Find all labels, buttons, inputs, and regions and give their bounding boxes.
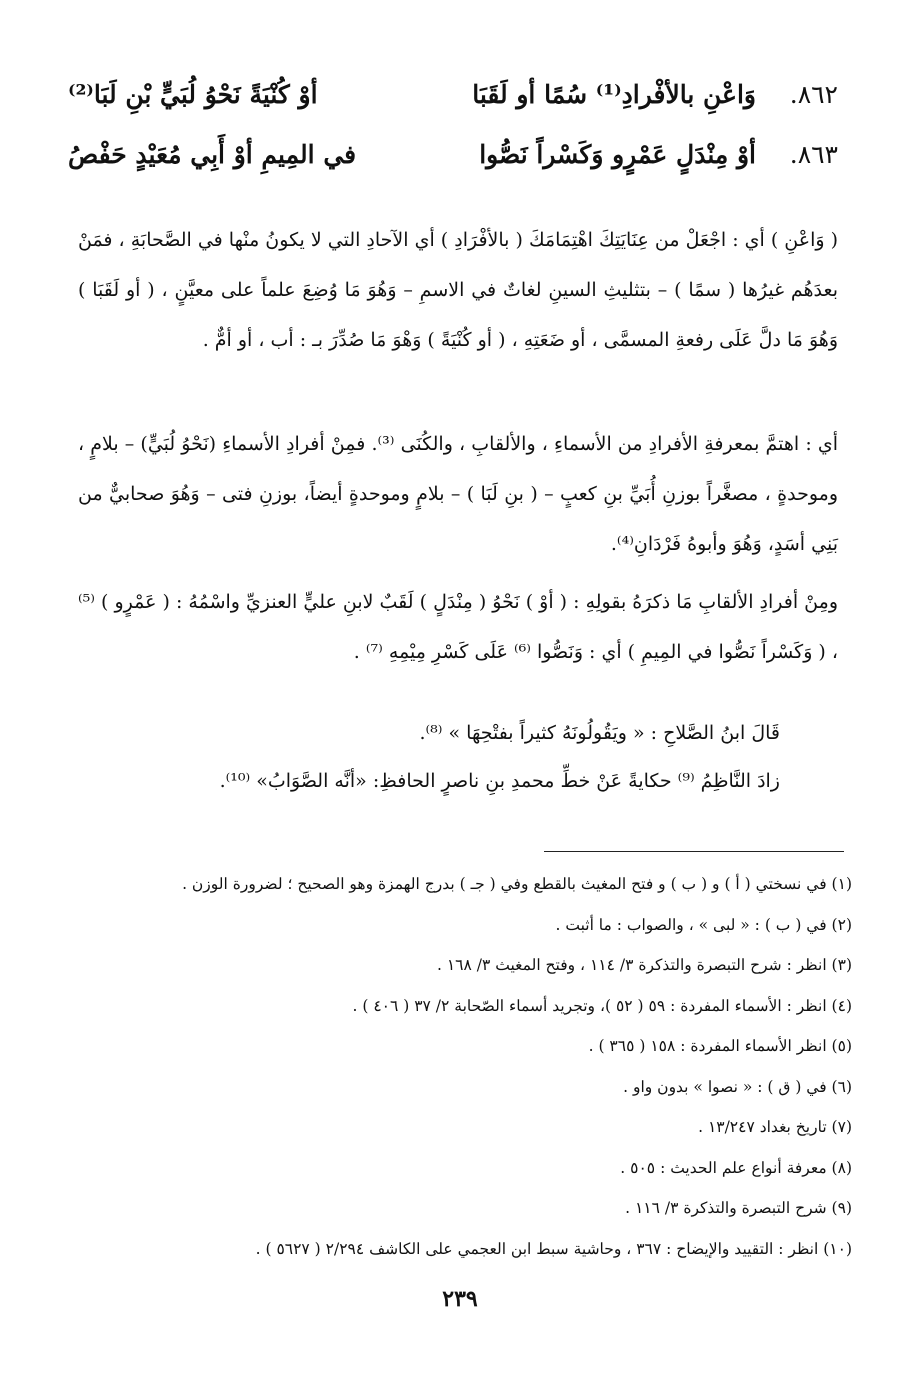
footnote-item: (١٠) انظر : التقييد والإيضاح : ٣٦٧ ، وحاشية سبط ابن العجمي على الكاشف ٢/٢٩٤ ( ٥٦٢٧ ) .	[255, 1239, 852, 1258]
footnote-item: (٤) انظر : الأسماء المفردة : ٥٩ ( ٥٢ )، وتجريد أسماء الصّحابة ٢/ ٣٧ ( ٤٠٦ ) .	[352, 996, 852, 1015]
footnote-item: (٨) معرفة أنواع علم الحديث : ٥٠٥ .	[620, 1158, 852, 1177]
verse-863	[68, 140, 838, 192]
commentary-paragraph: ( وَاعْنِ ) أي : اجْعَلْ من عِنَايَتِكَ اهْتِمَامَكَ ( بالأفْرَادِ ) أي الآحادِ التي لا يكونُ منْها في الصَّحابَةِ ، فمَنْ بعدَهُم غيرُها ( سمًا ) – بتثليثِ السينِ لغاتٌ في الاسمِ – وَهُوَ مَا وُضِعَ علماً على معيَّنٍ ، ( أو لَقَبَا ) وَهُوَ مَا دلَّ عَلَى رفعةِ المسمَّى ، أو ضَعَتِهِ ، ( أو كُنْيَةً ) وَهْوَ مَا صُدِّرَ بـ : أب ، أو أمٌّ .	[77, 229, 838, 351]
page-number: ٢٣٩	[442, 1286, 478, 1312]
commentary-paragraph: أي : اهتمَّ بمعرفةِ الأفرادِ من الأسماءِ ، والألقابِ ، والكُنَى ⁽³⁾. فمِنْ أفرادِ الأسماءِ (نَحْوُ لُبَيٍّ) – بلامٍ ، وموحدةٍ ، مصغَّراً بوزنِ أُبَيِّ بنِ كعبٍ – ( بنِ لَبَا ) – بلامٍ وموحدةٍ أيضاً، بوزنِ فتى – وَهُوَ صحابيٌّ من بَنِي أسَدٍ، وَهُوَ وأبوهُ فَرْدَانِ⁽⁴⁾.	[78, 433, 839, 555]
verse-hemistich-first: وَاعْنِ بالأفْرادِ⁽¹⁾ سُمًا أو لَقَبَا	[472, 80, 756, 109]
verse-number: ٨٦٢.	[789, 80, 838, 109]
quote-line: زادَ النَّاظِمُ ⁽⁹⁾ حكايةً عَنْ خطِّ محمدِ بنِ ناصرٍ الحافظِ: «أنَّه الصَّوَابُ» ⁽¹⁰⁾.	[219, 770, 780, 792]
verse-hemistich-second: أوْ كُنْيَةً نَحْوُ لُبَيٍّ بْنِ لَبَا⁽²⁾	[68, 80, 318, 109]
footnote-divider	[544, 851, 844, 852]
footnote-item: (١) في نسختي ( أ ) و ( ب ) و فتح المغيث بالقطع وفي ( جـ ) بدرج الهمزة وهو الصحيح ؛ لضرورة الوزن .	[182, 875, 852, 893]
footnote-item: (٥) انظر الأسماء المفردة : ١٥٨ ( ٣٦٥ ) .	[588, 1037, 852, 1055]
footnote-item: (٩) شرح التبصرة والتذكرة ٣/ ١١٦ .	[625, 1199, 852, 1217]
footnote-item: (٦) في ( ق ) : « نصوا » بدون واو .	[623, 1077, 852, 1096]
footnote-item: (٧) تاريخ بغداد ١٣/٢٤٧ .	[698, 1118, 852, 1136]
verse-hemistich-first: أوْ مِنْدَلٍ عَمْرٍو وَكَسْراً نَصُّوا	[479, 140, 756, 169]
footnote-item: (٢) في ( ب ) : « لبى » ، والصواب : ما أثبت .	[555, 915, 852, 934]
verse-862	[68, 80, 838, 132]
commentary-paragraph: ومِنْ أفرادِ الألقابِ مَا ذكرَهُ بقولِهِ : ( أوْ ) نَحْوُ ( مِنْدَلٍ ) لَقَبٌ لابنِ عليٍّ العنزيِّ واسْمُهُ : ( عَمْرٍو ) ⁽⁵⁾ ، ( وَكَسْراً نَصُّوا في المِيمِ ) أي : وَنَصُّوا ⁽⁶⁾ عَلَى كَسْرِ مِيْمِهِ ⁽⁷⁾ .	[78, 591, 838, 663]
footnotes	[62, 864, 852, 1269]
verse-number: ٨٦٣.	[789, 140, 838, 169]
footnote-item: (٣) انظر : شرح التبصرة والتذكرة ٣/ ١١٤ ، وفتح المغيث ٣/ ١٦٨ .	[437, 956, 852, 974]
verse-hemistich-second: في المِيمِ أوْ أَبِي مُعَيْدٍ حَفْصُ	[68, 140, 357, 169]
quote-line: قَالَ ابنُ الصَّلاحِ : « ويَقُولُونَهُ كثيراً بفتْحِهَا » ⁽⁸⁾.	[419, 722, 780, 744]
